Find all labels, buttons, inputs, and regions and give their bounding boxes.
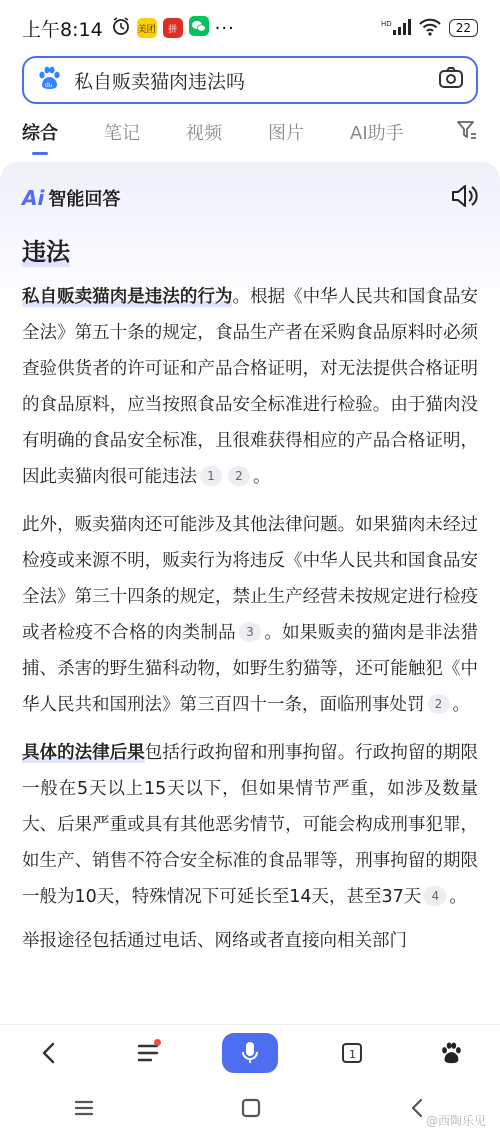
- wechat-icon: [189, 16, 209, 41]
- microphone-icon: [241, 1040, 259, 1066]
- tab-count: 1: [348, 1047, 356, 1061]
- tabs-icon: [340, 1041, 364, 1065]
- recent-apps-button[interactable]: [73, 1098, 95, 1122]
- citation-badge[interactable]: 1: [200, 466, 222, 486]
- notification-dot: [154, 1039, 161, 1046]
- status-right: [381, 18, 478, 39]
- tab-videos[interactable]: 视频: [186, 123, 222, 144]
- citation-badge[interactable]: 2: [428, 694, 450, 714]
- citation-badge[interactable]: 3: [239, 622, 261, 642]
- tab-ai-assistant[interactable]: AI助手: [350, 123, 404, 144]
- search-input[interactable]: 私自贩卖猫肉违法吗: [74, 70, 246, 93]
- signal-hd-label: HD: [380, 19, 392, 28]
- voice-search-button[interactable]: [222, 1033, 278, 1073]
- baidu-paw-icon: [36, 65, 62, 95]
- answer-paragraph-1-text: 。根据《中华人民共和国食品安全法》第五十条的规定，食品生产者在采购食品原料时必须查验供货者的许可证和产品合格证明，对无法提供合格证明的食品原料，应当按照食品安全标准进行检验。由于猫肉没有明确的食品安全标准，且很难获得相应的产品合格证明，因此卖猫肉很可能违法: [22, 287, 479, 487]
- ai-answer-header: [0, 162, 500, 212]
- answer-heading: 违法: [22, 232, 70, 267]
- status-bar: [0, 0, 500, 56]
- menu-button[interactable]: [123, 1033, 173, 1073]
- back-icon: [38, 1041, 60, 1065]
- answer-paragraph-3-text: 包括行政拘留和刑事拘留。行政拘留的期限一般在5天以上15天以下，但如果情节严重，如涉及数量大、后果严重或具有其他恶劣情节，可能会构成刑事犯罪，如生产、销售不符合安全标准的食品罪等，刑事拘留的期限一般为10天，特殊情况下可延长至14天，甚至37天: [22, 743, 478, 907]
- tabs-button[interactable]: [327, 1033, 377, 1073]
- citation-badge[interactable]: 2: [228, 466, 250, 486]
- filter-icon[interactable]: [456, 119, 478, 145]
- ai-answer-title: 智能回答: [48, 189, 121, 210]
- answer-paragraph-2-text-a: 此外，贩卖猫肉还可能涉及其他法律问题。如果猫肉未经过检疫或来源不明，贩卖行为将违反《中华人民共和国食品安全法》第三十四条的规定，禁止生产经营未按规定进行检疫或者检疫不合格的肉类制品: [22, 515, 478, 643]
- recents-icon: [73, 1098, 95, 1118]
- status-time: 上午8:14: [22, 18, 103, 41]
- signal-icon: [381, 18, 411, 39]
- answer-paragraph-1: [22, 279, 478, 495]
- search-tabs: [0, 112, 500, 152]
- search-box[interactable]: [22, 56, 478, 104]
- svg-text:du: du: [45, 82, 53, 89]
- answer-paragraph-3-lead: 具体的法律后果: [22, 743, 145, 763]
- tab-images[interactable]: 图片: [268, 123, 304, 144]
- meituan-app-icon: 美团: [137, 18, 157, 38]
- answer-paragraph-3: [22, 735, 478, 915]
- status-notification-icons: [111, 16, 235, 41]
- camera-icon[interactable]: [438, 66, 464, 94]
- browser-bottom-bar: [0, 1024, 500, 1080]
- ai-answer-card: [0, 162, 500, 1022]
- answer-paragraph-1-lead: 私自贩卖猫肉是违法的行为: [22, 287, 233, 307]
- wifi-icon: [419, 18, 441, 39]
- baidu-paw-icon: [439, 1041, 463, 1065]
- pinduoduo-app-icon: 拼: [163, 18, 183, 38]
- alarm-icon: [111, 16, 131, 41]
- baidu-home-button[interactable]: [426, 1033, 476, 1073]
- tab-notes[interactable]: 笔记: [104, 123, 140, 144]
- answer-paragraph-2-text-b: 。如果贩卖的猫肉是非法猎捕、杀害的野生猫科动物，如野生豹猫等，还可能触犯《中华人民共和国刑法》第三百四十一条，面临刑事处罚: [22, 623, 478, 715]
- answer-paragraph-2-end: 。: [452, 695, 470, 715]
- home-button[interactable]: [240, 1097, 262, 1123]
- ai-logo: Ai: [22, 186, 45, 210]
- system-back-button[interactable]: [407, 1097, 427, 1123]
- answer-paragraph-2: [22, 507, 478, 723]
- back-icon: [407, 1097, 427, 1119]
- citation-badge[interactable]: 4: [424, 886, 446, 906]
- home-icon: [240, 1097, 262, 1119]
- watermark: @西陶乐见: [425, 1114, 486, 1128]
- answer-paragraph-4-truncated: 举报途径包括通过电话、网络或者直接向相关部门: [22, 931, 407, 949]
- answer-paragraph-3-end: 。: [449, 887, 467, 907]
- tab-comprehensive[interactable]: 综合: [22, 119, 58, 145]
- battery-indicator: 22: [449, 19, 478, 37]
- system-navigation-bar: [0, 1080, 500, 1139]
- more-dots-icon: ···: [214, 17, 235, 39]
- back-button[interactable]: [24, 1033, 74, 1073]
- answer-paragraph-1-end: 。: [253, 467, 271, 487]
- speaker-icon[interactable]: [450, 183, 478, 213]
